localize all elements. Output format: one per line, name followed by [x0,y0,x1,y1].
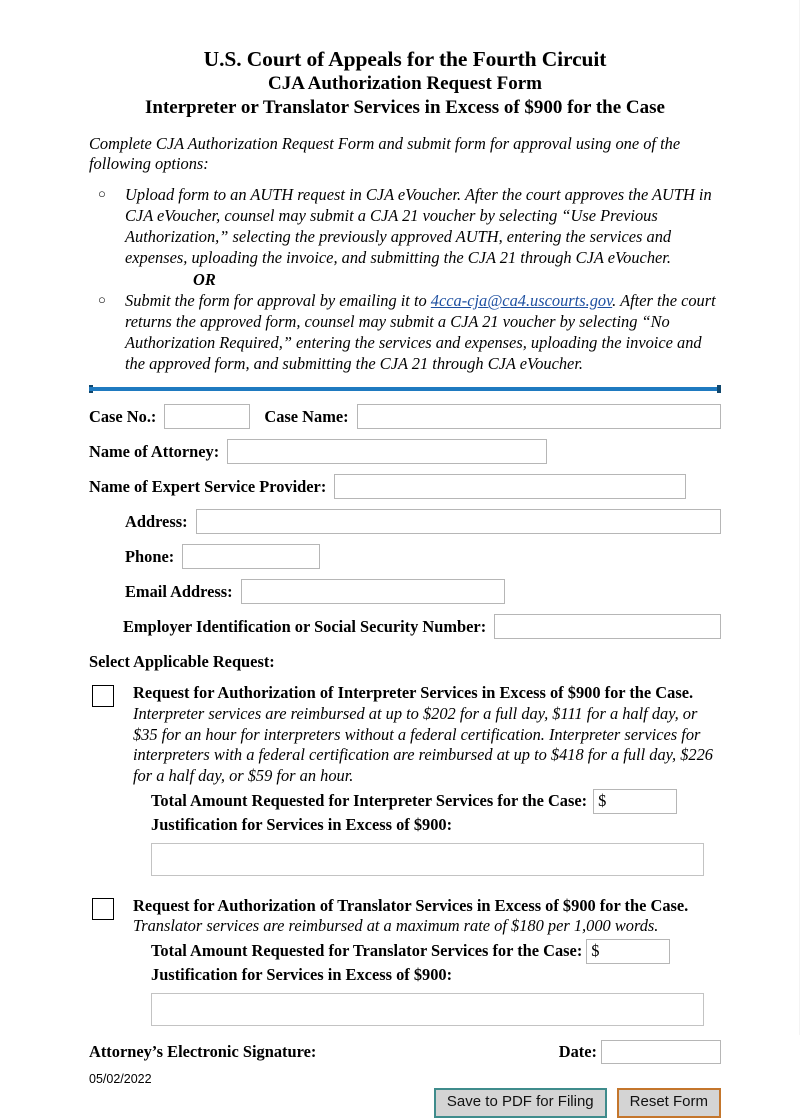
translator-request-body [89,896,721,985]
ein-ssn-label: Employer Identification or Social Security Number: [123,616,487,636]
attorney-label: Name of Attorney: [89,441,220,461]
form-fields-section [89,404,721,639]
currency-symbol: $ [598,791,607,811]
translator-rate-description: Translator services are reimbursed at a maximum rate of $180 per 1,000 words. [133,916,659,936]
instructions-section [89,134,721,375]
save-to-pdf-button[interactable]: Save to PDF for Filing [434,1088,607,1118]
phone-row [89,544,721,569]
provider-label: Name of Expert Service Provider: [89,476,327,496]
provider-row [89,474,721,499]
section-divider [89,385,721,393]
instruction-option-2-text-after: . After the court returns the approved form, counsel may submit a CJA 21 voucher by selecting “No Authorization Required,” entering the services and expenses, uploading the invoice and the approved form, and submitting the CJA 21 through CJA eVoucher. [125,291,716,374]
case-no-input[interactable] [164,404,250,429]
translator-request-title: Request for Authorization of Translator Services in Excess of $900 for the Case. [133,895,689,915]
translator-request-checkbox[interactable] [92,898,114,920]
email-input[interactable] [241,579,505,604]
footer-row [89,1070,721,1118]
date-input[interactable] [601,1040,721,1064]
signature-row [89,1040,721,1064]
translator-total-label: Total Amount Requested for Translator Services for the Case: [151,941,583,961]
page-title: U.S. Court of Appeals for the Fourth Circuit [203,47,607,71]
interpreter-request-block [89,683,721,875]
case-no-label: Case No.: [89,406,157,426]
reset-form-button[interactable]: Reset Form [617,1088,721,1118]
date-label: Date: [558,1041,597,1061]
address-label: Address: [125,511,188,531]
instructions-or-separator: OR [193,269,216,289]
interpreter-request-title: Request for Authorization of Interpreter Services in Excess of $900 for the Case. [133,683,694,703]
translator-justification-label: Justification for Services in Excess of $900: [151,964,453,984]
attorney-name-input[interactable] [227,439,547,464]
case-name-input[interactable] [357,404,721,429]
divider-cap-right [717,385,721,393]
currency-symbol: $ [591,941,600,961]
translator-total-row [133,939,721,964]
translator-justification-input[interactable] [151,993,704,1026]
translator-total-input[interactable] [586,939,670,964]
instruction-option-2-text-before: Submit the form for approval by emailing it to [125,291,431,311]
interpreter-total-label: Total Amount Requested for Interpreter Services for the Case: [151,791,588,811]
interpreter-request-checkbox[interactable] [92,685,114,707]
circle-bullet-icon: ○ [98,185,106,201]
signature-label: Attorney’s Electronic Signature: [89,1041,317,1061]
instruction-option-1 [89,184,721,268]
ein-ssn-row [89,614,721,639]
case-name-label: Case Name: [264,406,349,426]
phone-input[interactable] [182,544,320,569]
cja-email-link[interactable]: 4cca-cja@ca4.uscourts.gov [430,291,613,311]
form-scope-title: Interpreter or Translator Services in Excess of $900 for the Case [145,96,665,118]
form-subtitle: CJA Authorization Request Form [268,72,542,94]
email-row [89,579,721,604]
ein-ssn-input[interactable] [494,614,721,639]
document-title-block [89,47,721,120]
interpreter-justification-label: Justification for Services in Excess of $900: [151,814,453,834]
instructions-options-list [89,184,721,374]
provider-name-input[interactable] [334,474,686,499]
circle-bullet-icon: ○ [98,292,106,308]
instructions-intro: Complete CJA Authorization Request Form and submit form for approval using one of the following options: [89,133,681,174]
interpreter-rate-description: Interpreter services are reimbursed at up to $202 for a full day, $111 for a half day, or $35 for an hour for interpreters without a federal certification. Interpreter services for interpreters with a federal certification are reimbursed at up to $418 for a full day, $226 for a half day, or $59 for an hour. [133,703,714,785]
case-row [89,404,721,429]
instruction-option-1-text: Upload form to an AUTH request in CJA eVoucher. After the court approves the AUTH in CJA eVoucher, counsel may submit a CJA 21 voucher by selecting “Use Previous Authorization,” selecting the previously approved AUTH, entering the services and expenses, uploading the invoice, and submitting the CJA 21 through CJA eVoucher. [125,184,712,267]
page-content [89,47,721,1118]
phone-label: Phone: [125,546,175,566]
interpreter-request-body [89,683,721,834]
revision-date: 05/02/2022 [89,1071,152,1086]
interpreter-justification-input[interactable] [151,843,704,876]
divider-line [89,387,721,391]
translator-request-block [89,896,721,1026]
address-row [89,509,721,534]
form-actions [434,1088,721,1118]
attorney-row [89,439,721,464]
address-input[interactable] [196,509,721,534]
select-request-header: Select Applicable Request: [89,652,275,672]
instruction-option-2 [89,290,721,374]
interpreter-total-row [133,789,721,814]
email-label: Email Address: [125,581,233,601]
interpreter-total-input[interactable] [593,789,677,814]
